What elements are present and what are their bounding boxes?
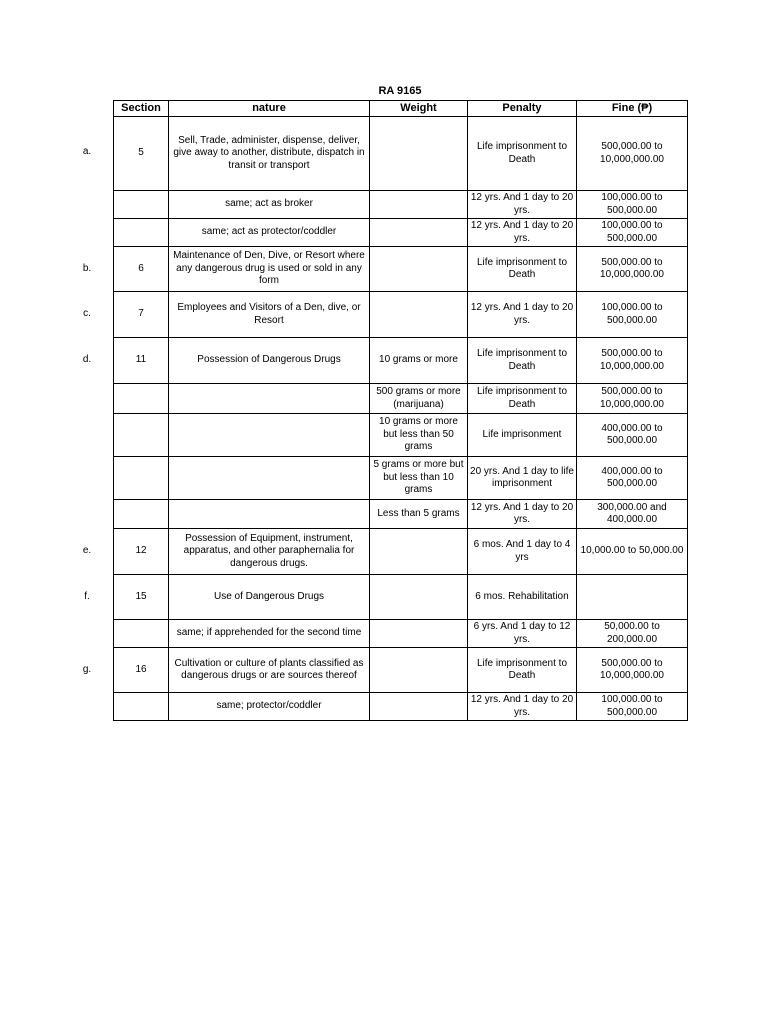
- table-row: [114, 529, 688, 575]
- fine-cell: 400,000.00 to 500,000.00: [577, 414, 688, 457]
- penalty-cell: 12 yrs. And 1 day to 20 yrs.: [468, 500, 577, 529]
- section-number: [114, 500, 169, 529]
- section-number: [114, 191, 169, 219]
- weight-cell: [370, 191, 468, 219]
- table-row: [114, 414, 688, 457]
- header-fine: Fine (₱): [577, 101, 688, 117]
- weight-cell: [370, 529, 468, 575]
- nature-cell: same; protector/coddler: [169, 693, 370, 721]
- weight-cell: [370, 219, 468, 247]
- table-row: [114, 191, 688, 219]
- weight-cell: 10 grams or more but less than 50 grams: [370, 414, 468, 457]
- table-row: [114, 384, 688, 414]
- fine-cell: 10,000.00 to 50,000.00: [577, 529, 688, 575]
- nature-cell: same; act as protector/coddler: [169, 219, 370, 247]
- penalty-cell: Life imprisonment to Death: [468, 338, 577, 384]
- fine-cell: [577, 575, 688, 620]
- weight-cell: [370, 620, 468, 648]
- penalty-cell: 20 yrs. And 1 day to life imprisonment: [468, 457, 577, 500]
- row-letter: c.: [83, 308, 91, 319]
- row-letter: f.: [84, 591, 90, 602]
- nature-cell: Cultivation or culture of plants classified as dangerous drugs or are sources thereof: [169, 648, 370, 693]
- weight-cell: [370, 247, 468, 292]
- fine-cell: 100,000.00 to 500,000.00: [577, 191, 688, 219]
- row-letter: b.: [82, 263, 92, 274]
- nature-cell: same; act as broker: [169, 191, 370, 219]
- nature-cell: [169, 414, 370, 457]
- row-letter: g.: [82, 664, 92, 675]
- weight-cell: 5 grams or more but but less than 10 grams: [370, 457, 468, 500]
- nature-cell: [169, 457, 370, 500]
- row-letter: d.: [82, 354, 92, 365]
- nature-cell: Possession of Dangerous Drugs: [169, 338, 370, 384]
- section-number: [114, 457, 169, 500]
- penalty-cell: 6 mos. Rehabilitation: [468, 575, 577, 620]
- section-number: [114, 693, 169, 721]
- weight-cell: 500 grams or more (marijuana): [370, 384, 468, 414]
- penalty-cell: 6 mos. And 1 day to 4 yrs: [468, 529, 577, 575]
- table-row: [114, 693, 688, 721]
- table-row: [114, 219, 688, 247]
- nature-cell: [169, 384, 370, 414]
- fine-cell: 500,000.00 to 10,000,000.00: [577, 338, 688, 384]
- table-row: [114, 620, 688, 648]
- fine-cell: 400,000.00 to 500,000.00: [577, 457, 688, 500]
- penalty-cell: Life imprisonment to Death: [468, 247, 577, 292]
- table-row: [114, 292, 688, 338]
- section-number: [114, 384, 169, 414]
- fine-cell: 100,000.00 to 500,000.00: [577, 292, 688, 338]
- table-row: [114, 575, 688, 620]
- section-number: [114, 219, 169, 247]
- table-row: [114, 648, 688, 693]
- section-number: [114, 620, 169, 648]
- penalty-cell: Life imprisonment to Death: [468, 117, 577, 191]
- header-penalty: Penalty: [468, 101, 577, 117]
- penalty-cell: 12 yrs. And 1 day to 20 yrs.: [468, 292, 577, 338]
- nature-cell: [169, 500, 370, 529]
- penalty-cell: Life imprisonment to Death: [468, 384, 577, 414]
- penalty-cell: Life imprisonment to Death: [468, 648, 577, 693]
- section-number: 15: [114, 575, 169, 620]
- weight-cell: [370, 292, 468, 338]
- fine-cell: 500,000.00 to 10,000,000.00: [577, 247, 688, 292]
- section-number: 6: [114, 247, 169, 292]
- weight-cell: 10 grams or more: [370, 338, 468, 384]
- penalty-cell: 12 yrs. And 1 day to 20 yrs.: [468, 693, 577, 721]
- penalty-table: [113, 100, 688, 721]
- table-row: [114, 117, 688, 191]
- row-letter: e.: [82, 545, 92, 556]
- nature-cell: Possession of Equipment, instrument, apparatus, and other paraphernalia for dangerous drugs.: [169, 529, 370, 575]
- penalty-cell: 12 yrs. And 1 day to 20 yrs.: [468, 191, 577, 219]
- weight-cell: [370, 693, 468, 721]
- penalty-cell: 6 yrs. And 1 day to 12 yrs.: [468, 620, 577, 648]
- table-header-row: [114, 101, 688, 117]
- weight-cell: [370, 648, 468, 693]
- fine-cell: 100,000.00 to 500,000.00: [577, 219, 688, 247]
- weight-cell: [370, 117, 468, 191]
- section-number: 12: [114, 529, 169, 575]
- section-number: [114, 414, 169, 457]
- table-row: [114, 247, 688, 292]
- section-number: 5: [114, 117, 169, 191]
- row-letter: a.: [82, 146, 92, 157]
- fine-cell: 50,000.00 to 200,000.00: [577, 620, 688, 648]
- header-weight: Weight: [370, 101, 468, 117]
- section-number: 11: [114, 338, 169, 384]
- nature-cell: same; if apprehended for the second time: [169, 620, 370, 648]
- nature-cell: Maintenance of Den, Dive, or Resort where any dangerous drug is used or sold in any form: [169, 247, 370, 292]
- table-row: [114, 338, 688, 384]
- section-number: 7: [114, 292, 169, 338]
- table-row: [114, 500, 688, 529]
- fine-cell: 500,000.00 to 10,000,000.00: [577, 648, 688, 693]
- nature-cell: Use of Dangerous Drugs: [169, 575, 370, 620]
- weight-cell: Less than 5 grams: [370, 500, 468, 529]
- nature-cell: Employees and Visitors of a Den, dive, or Resort: [169, 292, 370, 338]
- fine-cell: 500,000.00 to 10,000,000.00: [577, 384, 688, 414]
- weight-cell: [370, 575, 468, 620]
- fine-cell: 100,000.00 to 500,000.00: [577, 693, 688, 721]
- header-section: Section: [114, 101, 169, 117]
- fine-cell: 300,000.00 and 400,000.00: [577, 500, 688, 529]
- nature-cell: Sell, Trade, administer, dispense, deliver, give away to another, distribute, dispatch in transit or transport: [169, 117, 370, 191]
- penalty-cell: Life imprisonment: [468, 414, 577, 457]
- section-number: 16: [114, 648, 169, 693]
- table-row: [114, 457, 688, 500]
- fine-cell: 500,000.00 to 10,000,000.00: [577, 117, 688, 191]
- penalty-cell: 12 yrs. And 1 day to 20 yrs.: [468, 219, 577, 247]
- document-title: RA 9165: [378, 85, 422, 97]
- header-nature: nature: [169, 101, 370, 117]
